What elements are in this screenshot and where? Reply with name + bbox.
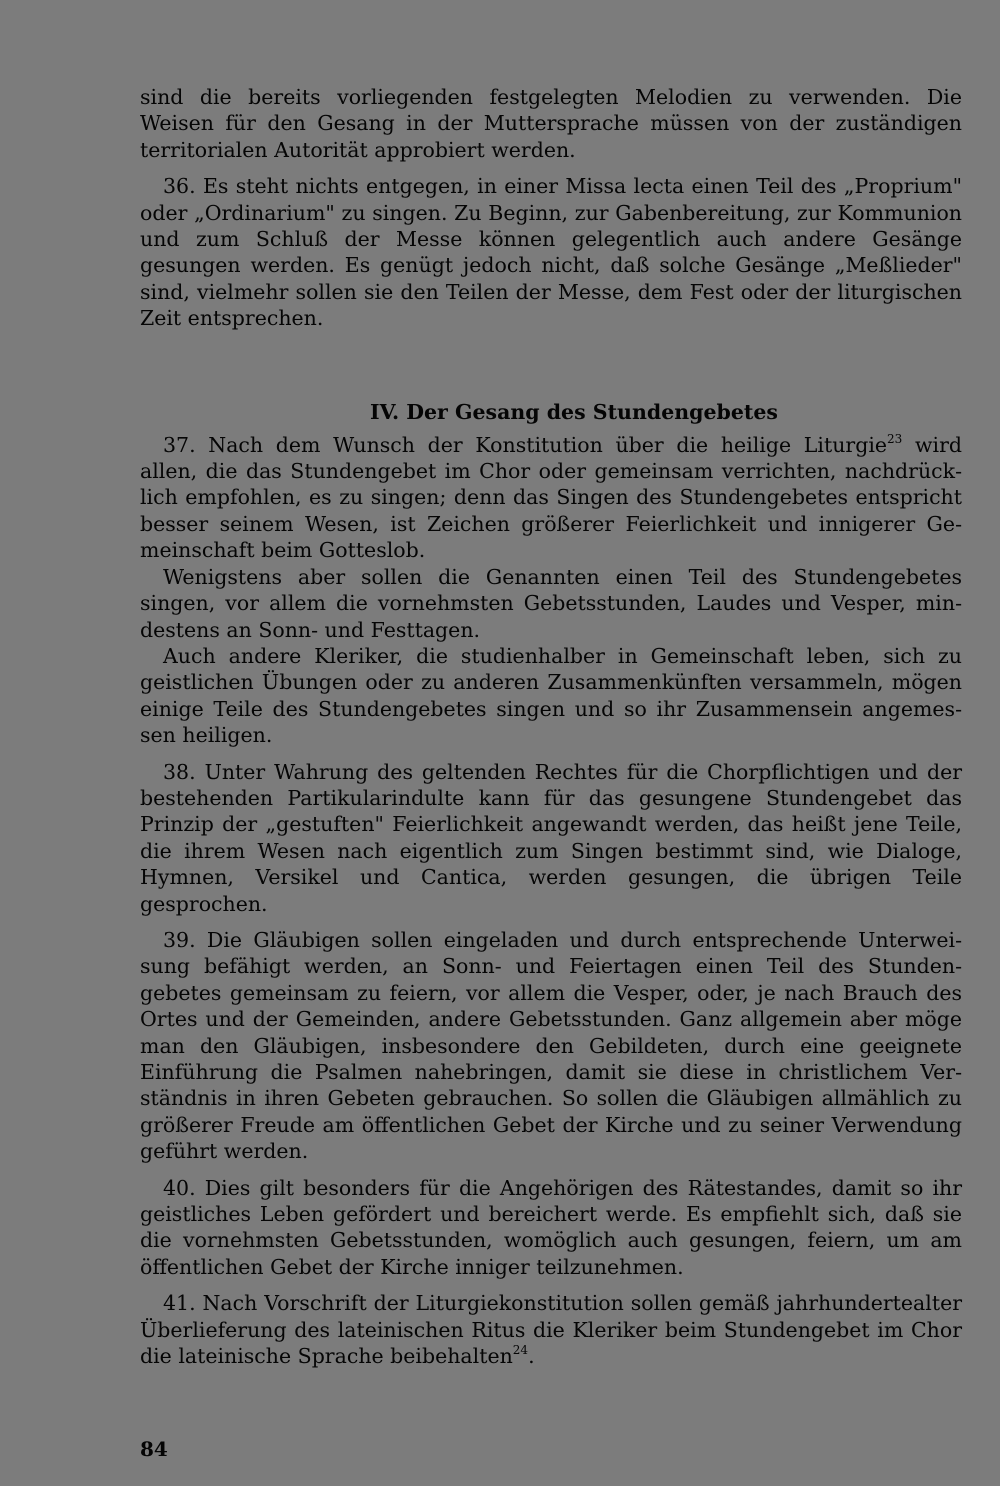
paragraph-37-text: 37. Nach dem Wunsch der Konstitution über die heilige Liturgie [163, 432, 888, 457]
section-heading: IV. Der Gesang des Stundengebetes [370, 399, 778, 424]
page-number: 84 [140, 1437, 168, 1461]
paragraph-37-text-cont: wird allen, die das Stundengebet im Chor oder gemeinsam verrichten, nachdrücklich empfohlen, es zu singen; denn das Singen des Stundengebetes entspricht besser seinem Wesen, ist Zeichen größerer Feierlichkeit und innigerer Gemeinschaft beim Gotteslob. [140, 432, 962, 563]
paragraph-38: 38. Unter Wahrung des geltenden Rechtes für die Chorpflichtigen und der bestehenden Partikularindulte kann für das gesungene Stundengebet das Prinzip der „gestuften" Feierlichkeit angewandt werden, das heißt jene Teile, die ihrem Wesen nach eigentlich zum Singen bestimmt sind, wie Dialoge, Hymnen, Versikel und Cantica, werden gesungen, die übrigen Teile gesprochen. [140, 759, 962, 916]
paragraph-40: 40. Dies gilt besonders für die Angehörigen des Rätestandes, damit so ihr geistliches Leben gefördert und bereichert werde. Es empfiehlt sich, daß sie die vornehmsten Gebetsstunden, womöglich auch gesungen, feiern, um am öffentlichen Gebet der Kirche inniger teilzunehmen. [140, 1175, 962, 1279]
paragraph-41 [140, 1290, 962, 1369]
footnote-marker-23: 23 [887, 431, 903, 446]
paragraph-37 [140, 432, 962, 564]
paragraph-39: 39. Die Gläubigen sollen eingeladen und durch entsprechende Unterweisung befähigt werden, an Sonn- und Feiertagen einen Teil des Stundengebetes gemeinsam zu feiern, vor allem die Vesper, oder, je nach Brauch des Ortes und der Gemeinden, andere Gebetsstunden. Ganz allgemein aber möge man den Gläubigen, insbesondere den Gebildeten, durch eine geeignete Einführung die Psalmen nahebringen, damit sie diese in christlichem Verständnis in ihren Gebeten gebrauchen. So sollen die Gläubigen allmählich zu größerer Freude am öffentlichen Gebet der Kirche und zu seiner Verwendung geführt werden. [140, 927, 962, 1164]
paragraph-41-text: 41. Nach Vorschrift der Liturgiekonstitution sollen gemäß jahrhundertealter Überlieferung des lateinischen Ritus die Kleriker beim Stundengebet im Chor die lateinische Sprache beibehalten [140, 1291, 962, 1369]
paragraph-intro: sind die bereits vorliegenden festgelegten Melodien zu verwenden. Die Weisen für den Gesang in der Muttersprache müssen von der zuständigen territorialen Autorität approbiert werden. [140, 85, 962, 162]
page-body [140, 84, 962, 1369]
paragraph-36: 36. Es steht nichts entgegen, in einer Missa lecta einen Teil des „Proprium" oder „Ordinarium" zu singen. Zu Beginn, zur Gabenbereitung, zur Kommunion und zum Schluß der Messe können gelegentlich auch andere Gesänge gesungen werden. Es genügt jedoch nicht, daß solche Gesänge „Meßlieder" sind, vielmehr sollen sie den Teilen der Messe, dem Fest oder der liturgischen Zeit entsprechen. [140, 174, 962, 331]
footnote-marker-24: 24 [512, 1343, 529, 1358]
paragraph-37-continuation-2: Auch andere Kleriker, die studienhalber in Gemeinschaft leben, sich zu geistlichen Übungen oder zu anderen Zusammenkünften versammeln, mögen einige Teile des Stundengebetes singen und so ihr Zusammensein angemessen heiligen. [140, 643, 962, 748]
paragraph-41-text-end: . [528, 1344, 535, 1369]
paragraph-37-continuation-1: Wenigstens aber sollen die Genannten einen Teil des Stundengebetes singen, vor allem die vornehmsten Gebetsstunden, Laudes und Vesper, mindestens an Sonn- und Festtagen. [140, 564, 962, 642]
